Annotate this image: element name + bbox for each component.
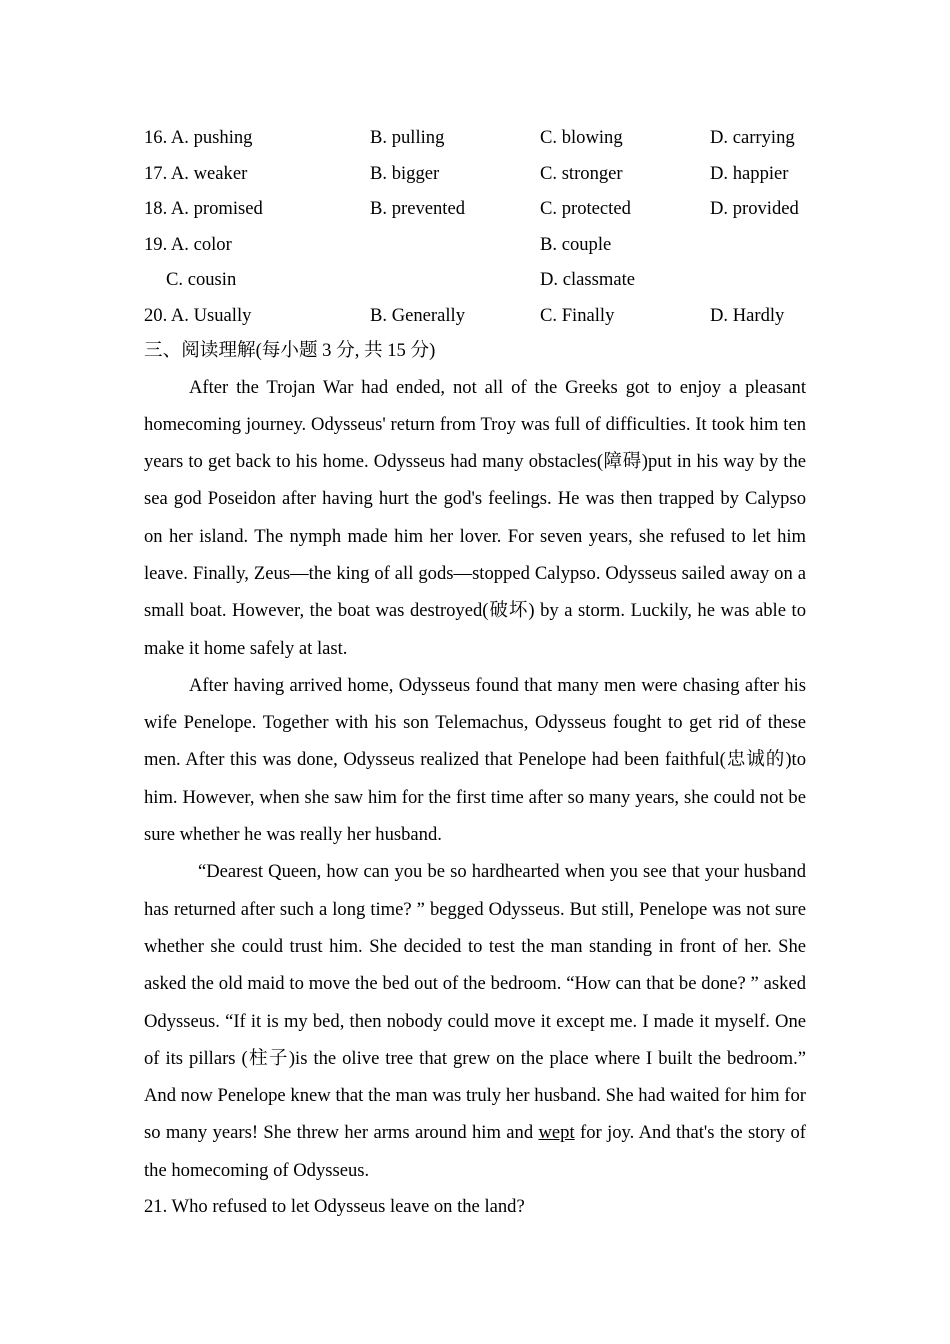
section-heading: 三、阅读理解(每小题 3 分, 共 15 分) — [144, 340, 436, 361]
option-16-a: 16. A. pushing — [144, 127, 253, 148]
option-17-a: 17. A. weaker — [144, 162, 248, 184]
option-row-19-cd — [144, 262, 806, 298]
option-19-d: D. classmate — [540, 269, 636, 290]
option-row-18 — [144, 191, 806, 227]
paragraph-3-text-before: “Dearest Queen, how can you be so hardhearted when you see that your husband has returned after such a long time? ” begged Odysseus. But still, Penelope was not sure whether she could trust him. She decided to test the man standing in front of her. She asked the old maid to move the bed out of the bedroom. “How can that be done? ” asked Odysseus. “If it is my bed, then nobody could move it except me. I made it myself. One of its pillars (柱子)is the olive tree that grew on the place where I built the bedroom.” And now Penelope knew that the man was truly her husband. She had waited for him for so many years! She threw her arms around him and — [144, 861, 806, 1144]
option-20-a: 20. A. Usually — [144, 304, 252, 326]
passage-paragraph-2: After having arrived home, Odysseus found that many men were chasing after his wife Penelope. Together with his son Telemachus, Odysseus fought to get rid of these men. After this was done, Odysseus realized that Penelope had been faithful(忠诚的)to him. However, when she saw him for the first time after so many years, she could not be sure whether he was really her husband. — [144, 674, 806, 846]
option-18-d: D. provided — [710, 198, 799, 219]
option-row-17 — [144, 156, 806, 192]
option-row-20 — [144, 298, 806, 334]
passage-paragraph-3 — [144, 853, 806, 1189]
option-17-b: B. bigger — [370, 162, 440, 184]
option-18-c: C. protected — [540, 198, 631, 219]
option-18-a: 18. A. promised — [144, 198, 263, 219]
option-18-b: B. prevented — [370, 198, 466, 219]
option-row-16 — [144, 120, 806, 156]
option-16-c: C. blowing — [540, 127, 623, 148]
question-21: 21. Who refused to let Odysseus leave on the land? — [144, 1196, 525, 1218]
exam-page — [144, 120, 806, 1225]
paragraph-3-text-after: for joy. And that's the story of the homecoming of Odysseus. — [144, 1122, 806, 1181]
underlined-word: wept — [538, 1122, 575, 1144]
option-17-c: C. stronger — [540, 162, 623, 184]
option-19-a: 19. A. color — [144, 233, 232, 255]
option-16-d: D. carrying — [710, 127, 795, 148]
option-17-d: D. happier — [710, 162, 789, 184]
option-16-b: B. pulling — [370, 127, 445, 148]
option-20-c: C. Finally — [540, 304, 615, 326]
option-row-19-ab — [144, 227, 806, 263]
option-19-b: B. couple — [540, 233, 612, 255]
option-20-d: D. Hardly — [710, 304, 785, 326]
option-19-c: C. cousin — [166, 269, 237, 290]
option-20-b: B. Generally — [370, 304, 466, 326]
passage-paragraph-1: After the Trojan War had ended, not all of the Greeks got to enjoy a pleasant homecoming journey. Odysseus' return from Troy was full of difficulties. It took him ten years to get back to his home. Odysseus had many obstacles(障碍)put in his way by the sea god Poseidon after having hurt the god's feelings. He was then trapped by Calypso on her island. The nymph made him her lover. For seven years, she refused to let him leave. Finally, Zeus—the king of all gods—stopped Calypso. Odysseus sailed away on a small boat. However, the boat was destroyed(破坏) by a storm. Luckily, he was able to make it home safely at last. — [144, 376, 806, 659]
